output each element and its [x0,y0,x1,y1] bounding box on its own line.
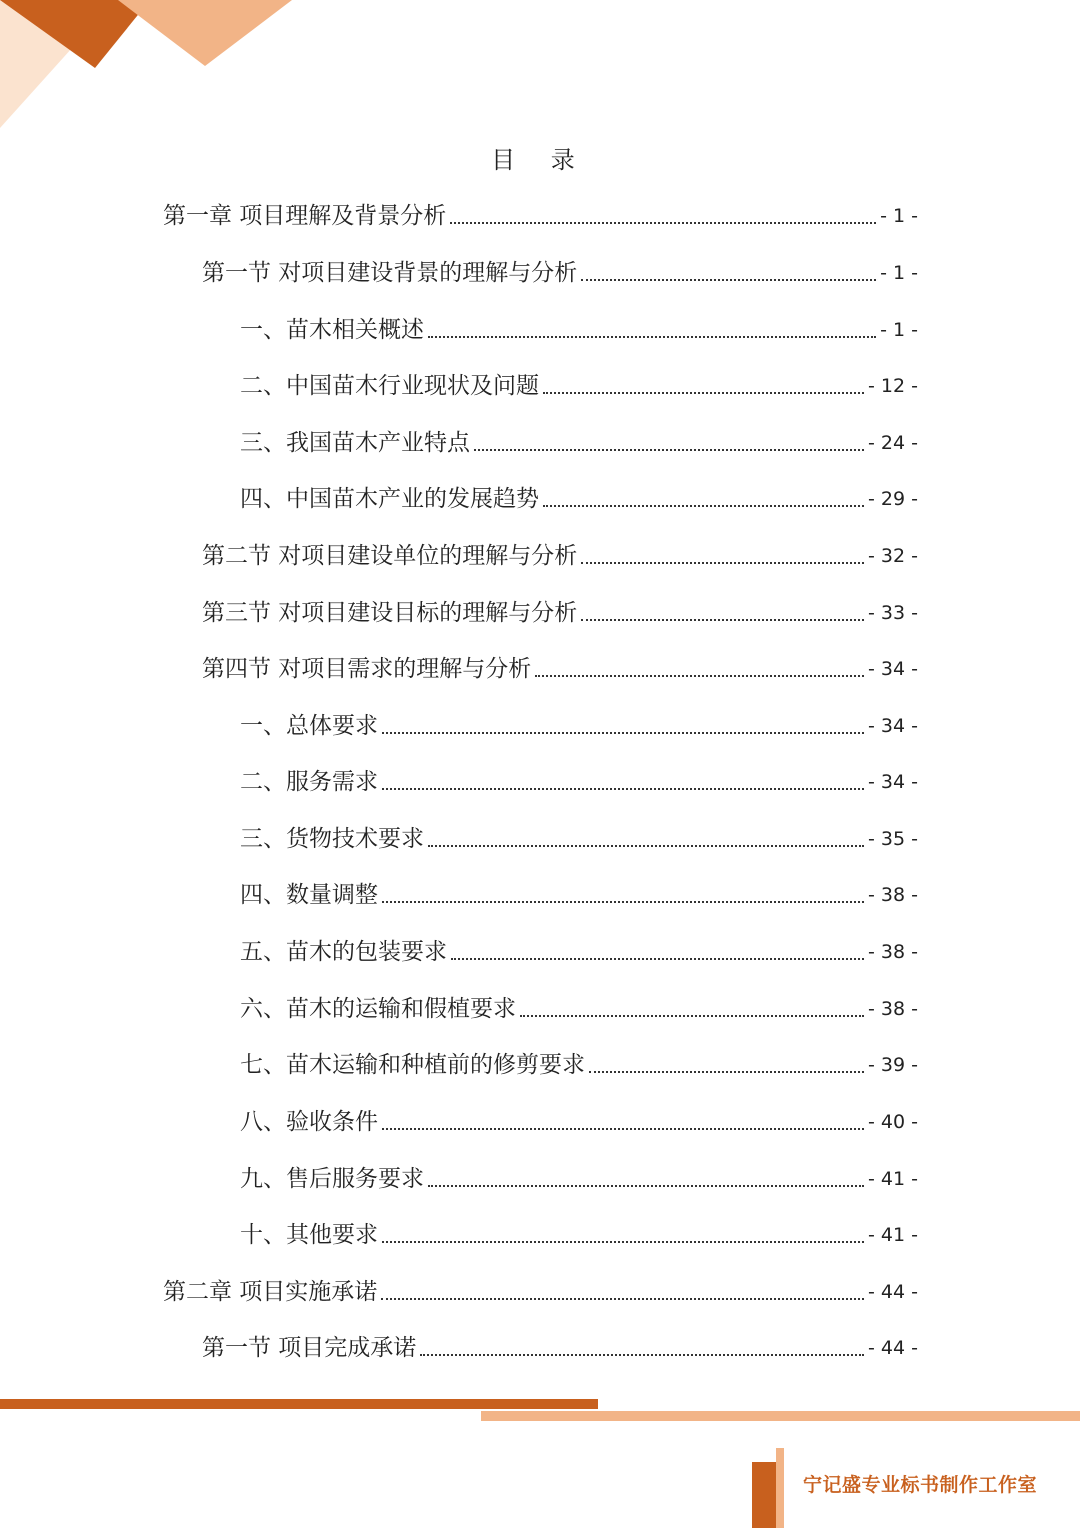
toc-entry-label: 六、苗木的运输和假植要求 [240,996,516,1022]
toc-entry-label: 第四节 对项目需求的理解与分析 [202,656,532,682]
footer-bar-light [481,1411,1080,1421]
toc-entry-label: 七、苗木运输和种植前的修剪要求 [240,1052,585,1078]
toc-entry-label: 二、中国苗木行业现状及问题 [240,373,539,399]
dot-leader [428,336,876,338]
toc-entry-label: 三、货物技术要求 [240,826,424,852]
toc-entry[interactable] [202,256,918,290]
studio-name: 宁记盛专业标书制作工作室 [803,1474,1038,1496]
toc-entry[interactable] [202,596,918,630]
toc-entry-page: - 41 - [868,1168,918,1190]
toc-entry-label: 九、售后服务要求 [240,1166,424,1192]
studio-mark-dark [752,1462,776,1528]
dot-leader [428,1185,864,1187]
toc-entry-label: 三、我国苗木产业特点 [240,430,470,456]
toc-entry[interactable] [240,482,918,516]
toc-entry[interactable] [240,992,918,1026]
toc-entry[interactable] [202,1331,918,1365]
toc-entry-label: 第一章 项目理解及背景分析 [163,203,447,229]
toc-entry[interactable] [240,765,918,799]
dot-leader [535,675,864,677]
toc-entry[interactable] [240,1218,918,1252]
dot-leader [451,958,864,960]
toc-title: 目 录 [491,146,589,174]
toc-entry-page: - 34 - [868,658,918,680]
toc-entry-label: 第二节 对项目建设单位的理解与分析 [202,543,578,569]
dot-leader [381,1298,864,1300]
toc-entry[interactable] [240,369,918,403]
footer-bar-dark [0,1399,598,1409]
dot-leader [382,732,864,734]
toc-entry[interactable] [240,1048,918,1082]
toc-entry-page: - 38 - [868,884,918,906]
dot-leader [581,562,864,564]
toc-entry-page: - 38 - [868,998,918,1020]
toc-entry[interactable] [240,709,918,743]
toc-entry[interactable] [240,878,918,912]
studio-mark-light [776,1448,784,1528]
toc-entry-page: - 44 - [868,1281,918,1303]
dot-leader [520,1015,864,1017]
toc-entry-label: 第二章 项目实施承诺 [163,1279,378,1305]
toc-entry-label: 二、服务需求 [240,769,378,795]
dot-leader [581,619,864,621]
dot-leader [543,392,864,394]
toc-entry-page: - 24 - [868,432,918,454]
toc-entry-page: - 39 - [868,1054,918,1076]
toc-entry-label: 一、苗木相关概述 [240,317,424,343]
toc-entry[interactable] [202,539,918,573]
toc-entry-page: - 1 - [880,205,918,227]
toc-entry-page: - 38 - [868,941,918,963]
toc-entry-label: 四、中国苗木产业的发展趋势 [240,486,539,512]
dot-leader [581,279,876,281]
toc-entry[interactable] [163,1275,918,1309]
toc-entry[interactable] [240,426,918,460]
toc-entry[interactable] [240,822,918,856]
toc-entry-page: - 34 - [868,715,918,737]
toc-entry-page: - 34 - [868,771,918,793]
dot-leader [420,1354,864,1356]
toc-entry-page: - 41 - [868,1224,918,1246]
toc-entry-label: 四、数量调整 [240,882,378,908]
dot-leader [382,1241,864,1243]
toc-entry-page: - 32 - [868,545,918,567]
toc-entry-page: - 44 - [868,1337,918,1359]
toc-entry-page: - 33 - [868,602,918,624]
toc-entry-label: 八、验收条件 [240,1109,378,1135]
dot-leader [428,845,864,847]
toc-entry-page: - 29 - [868,488,918,510]
dot-leader [543,505,864,507]
dot-leader [450,222,876,224]
toc-entry-label: 五、苗木的包装要求 [240,939,447,965]
toc-entry[interactable] [163,199,918,233]
dot-leader [589,1071,864,1073]
toc-entry[interactable] [240,1162,918,1196]
toc-entry-label: 第三节 对项目建设目标的理解与分析 [202,600,578,626]
toc-entry[interactable] [202,652,918,686]
toc-entry-label: 十、其他要求 [240,1222,378,1248]
toc-entry[interactable] [240,935,918,969]
toc-entry-page: - 35 - [868,828,918,850]
toc-entry-page: - 12 - [868,375,918,397]
toc-entry-label: 一、总体要求 [240,713,378,739]
toc-entry-label: 第一节 项目完成承诺 [202,1335,417,1361]
toc-entry[interactable] [240,313,918,347]
dot-leader [382,788,864,790]
toc-entry-label: 第一节 对项目建设背景的理解与分析 [202,260,578,286]
dot-leader [474,449,864,451]
toc-entry-page: - 1 - [880,319,918,341]
toc-entry-page: - 40 - [868,1111,918,1133]
toc-entry[interactable] [240,1105,918,1139]
toc-entry-page: - 1 - [880,262,918,284]
dot-leader [382,1128,864,1130]
dot-leader [382,901,864,903]
corner-decoration [0,0,300,130]
